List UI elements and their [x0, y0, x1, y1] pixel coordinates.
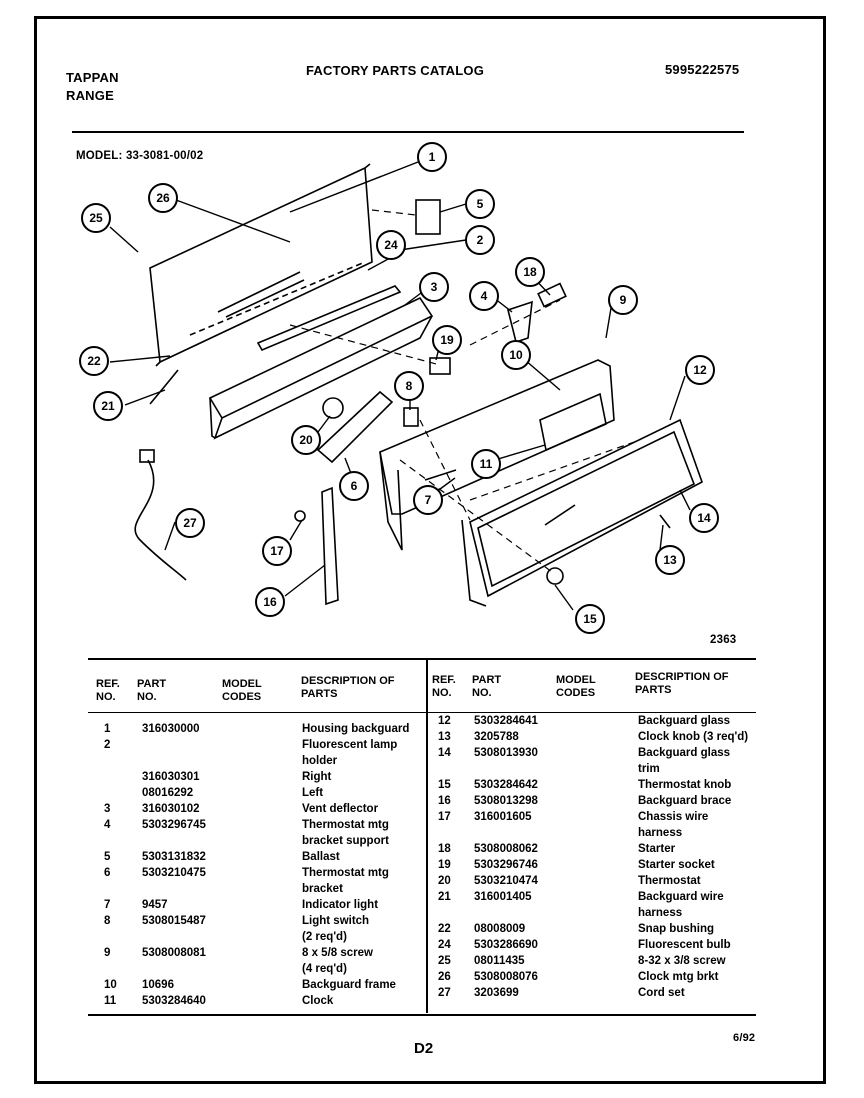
- callout-9: 9: [619, 293, 627, 307]
- callout-6: 6: [350, 479, 358, 493]
- table-cell-desc: Backguard glass: [638, 715, 731, 727]
- table-cell-desc: Light switch: [302, 915, 370, 927]
- brand-label: TAPPAN: [66, 70, 119, 85]
- callout-15: 15: [583, 612, 597, 626]
- table-cell-ref: 24: [438, 939, 451, 951]
- table-cell-ref: 20: [438, 875, 451, 887]
- page-label: D2: [414, 1040, 434, 1057]
- callout-10: 10: [509, 348, 523, 362]
- table-cell-ref: 11: [104, 995, 117, 1007]
- callout-1: 1: [428, 150, 436, 164]
- catalog-title: FACTORY PARTS CATALOG: [306, 63, 485, 78]
- table-cell-ref: 2: [104, 739, 111, 751]
- table-cell-desc: Fluorescent lamp: [302, 739, 398, 751]
- table-cell-desc: Starter: [638, 843, 676, 855]
- callout-11: 11: [479, 457, 493, 471]
- table-cell-desc: holder: [302, 755, 338, 767]
- table-cell-ref: 7: [104, 899, 111, 911]
- callout-21: 21: [101, 399, 115, 413]
- table-cell-part: 5303131832: [142, 851, 206, 863]
- table-cell-ref: 15: [438, 779, 451, 791]
- table-cell-desc: Clock mtg brkt: [638, 971, 719, 983]
- table-cell-part: 316030102: [142, 803, 200, 815]
- table-cell-part: 5308008081: [142, 947, 206, 959]
- table-cell-ref: 16: [438, 795, 451, 807]
- table-cell-part: 08008009: [474, 923, 526, 935]
- table-cell-ref: 6: [104, 867, 111, 879]
- table-cell-desc: Clock: [302, 995, 334, 1007]
- table-cell-desc: 8-32 x 3/8 screw: [638, 955, 726, 967]
- right-col-desc: DESCRIPTION OF PARTS: [635, 671, 729, 696]
- ballast-drawing: [416, 200, 440, 234]
- table-cell-ref: 18: [438, 843, 451, 855]
- table-cell-desc: Clock knob (3 req'd): [638, 731, 749, 743]
- table-cell-part: 316001605: [474, 811, 532, 823]
- left-col-ref: REF. NO.: [96, 678, 120, 703]
- table-cell-ref: 19: [438, 859, 451, 871]
- table-cell-desc: Backguard wire: [638, 891, 724, 903]
- table-cell-desc: Thermostat: [638, 875, 701, 887]
- table-cell-desc: Cord set: [638, 987, 685, 999]
- table-cell-part: 316030000: [142, 723, 200, 735]
- table-cell-desc: Backguard brace: [638, 795, 732, 807]
- right-col-part: PART NO.: [472, 674, 502, 699]
- table-cell-desc: Backguard frame: [302, 979, 396, 991]
- table-cell-desc: Right: [302, 771, 332, 783]
- table-cell-desc: Chassis wire: [638, 811, 709, 823]
- table-cell-desc: Ballast: [302, 851, 340, 863]
- table-cell-part: 08011435: [474, 955, 525, 967]
- table-cell-ref: 27: [438, 987, 451, 999]
- table-cell-desc: (4 req'd): [302, 963, 347, 975]
- revision-date: 6/92: [733, 1032, 756, 1044]
- table-cell-part: 5303284641: [474, 715, 538, 727]
- table-cell-desc: Housing backguard: [302, 723, 410, 735]
- table-cell-desc: Starter socket: [638, 859, 715, 871]
- table-cell-ref: 14: [438, 747, 451, 759]
- backguard-brace-drawing: [322, 488, 338, 604]
- table-cell-ref: 12: [438, 715, 451, 727]
- left-col-part: PART NO.: [137, 678, 167, 703]
- table-cell-part: 5303286690: [474, 939, 538, 951]
- table-cell-part: 5303210475: [142, 867, 206, 879]
- catalog-number: 5995222575: [665, 62, 740, 77]
- callout-3: 3: [430, 280, 438, 294]
- callout-2: 2: [476, 233, 484, 247]
- table-header-rule: [88, 712, 756, 713]
- table-cell-ref: 26: [438, 971, 451, 983]
- table-cell-desc: Vent deflector: [302, 803, 379, 815]
- table-cell-part: 5308008062: [474, 843, 538, 855]
- table-cell-desc: Snap bushing: [638, 923, 715, 935]
- callout-12: 12: [693, 363, 707, 377]
- table-cell-ref: 10: [104, 979, 117, 991]
- table-top-rule: [88, 658, 756, 660]
- table-cell-desc: Indicator light: [302, 899, 379, 911]
- diagram-number: 2363: [710, 634, 737, 646]
- callout-17: 17: [270, 544, 284, 558]
- table-cell-part: 5303284642: [474, 779, 538, 791]
- table-cell-ref: 8: [104, 915, 111, 927]
- product-label: RANGE: [66, 88, 114, 103]
- table-cell-desc: Thermostat mtg: [302, 867, 389, 879]
- table-cell-part: 5308015487: [142, 915, 206, 927]
- table-cell-part: 5308008076: [474, 971, 538, 983]
- table-cell-ref: 25: [438, 955, 451, 967]
- callout-14: 14: [697, 511, 711, 525]
- table-cell-ref: 13: [438, 731, 451, 743]
- table-cell-part: 5303296745: [142, 819, 206, 831]
- table-cell-part: 5303296746: [474, 859, 538, 871]
- right-col-model: MODEL CODES: [556, 674, 596, 699]
- table-cell-ref: 22: [438, 923, 451, 935]
- table-cell-part: 5308013298: [474, 795, 538, 807]
- table-cell-part: 316030301: [142, 771, 200, 783]
- table-cell-part: 5303210474: [474, 875, 538, 887]
- callout-27: 27: [183, 516, 197, 530]
- callout-18: 18: [523, 265, 537, 279]
- callout-5: 5: [476, 197, 484, 211]
- left-col-desc: DESCRIPTION OF PARTS: [301, 675, 395, 700]
- callout-16: 16: [263, 595, 277, 609]
- table-cell-ref: 3: [104, 803, 111, 815]
- table-cell-part: 08016292: [142, 787, 194, 799]
- callout-8: 8: [405, 379, 413, 393]
- table-cell-desc: Backguard glass: [638, 747, 731, 759]
- callout-24: 24: [384, 238, 398, 252]
- table-cell-part: 316001405: [474, 891, 532, 903]
- table-cell-desc: bracket: [302, 883, 343, 895]
- table-cell-desc: Thermostat mtg: [302, 819, 389, 831]
- table-cell-ref: 17: [438, 811, 451, 823]
- table-cell-desc: trim: [638, 763, 660, 775]
- table-cell-part: 5303284640: [142, 995, 206, 1007]
- table-cell-part: 9457: [142, 899, 168, 911]
- table-cell-desc: Fluorescent bulb: [638, 939, 731, 951]
- table-cell-ref: 4: [104, 819, 111, 831]
- right-col-ref: REF. NO.: [432, 674, 456, 699]
- table-cell-desc: 8 x 5/8 screw: [302, 947, 373, 959]
- housing-backguard-drawing: [150, 168, 372, 362]
- table-cell-desc: harness: [638, 827, 683, 839]
- table-bottom-rule: [88, 1014, 756, 1016]
- table-cell-ref: 1: [104, 723, 111, 735]
- model-label: MODEL: 33-3081-00/02: [76, 150, 204, 162]
- table-cell-ref: 21: [438, 891, 451, 903]
- table-cell-part: 5308013930: [474, 747, 538, 759]
- table-cell-desc: harness: [638, 907, 683, 919]
- callout-22: 22: [87, 354, 101, 368]
- left-col-model: MODEL CODES: [222, 678, 262, 703]
- table-cell-desc: (2 req'd): [302, 931, 347, 943]
- callout-13: 13: [663, 553, 677, 567]
- table-cell-ref: 5: [104, 851, 111, 863]
- table-cell-desc: Thermostat knob: [638, 779, 732, 791]
- table-cell-ref: 9: [104, 947, 111, 959]
- callout-25: 25: [89, 211, 103, 225]
- table-cell-part: 10696: [142, 979, 174, 991]
- table-cell-desc: Left: [302, 787, 324, 799]
- table-cell-part: 3205788: [474, 731, 519, 743]
- table-cell-desc: bracket support: [302, 835, 389, 847]
- callout-20: 20: [299, 433, 313, 447]
- table-cell-part: 3203699: [474, 987, 519, 999]
- callout-7: 7: [424, 493, 432, 507]
- callout-19: 19: [440, 333, 454, 347]
- callout-26: 26: [156, 191, 170, 205]
- callout-4: 4: [480, 289, 488, 303]
